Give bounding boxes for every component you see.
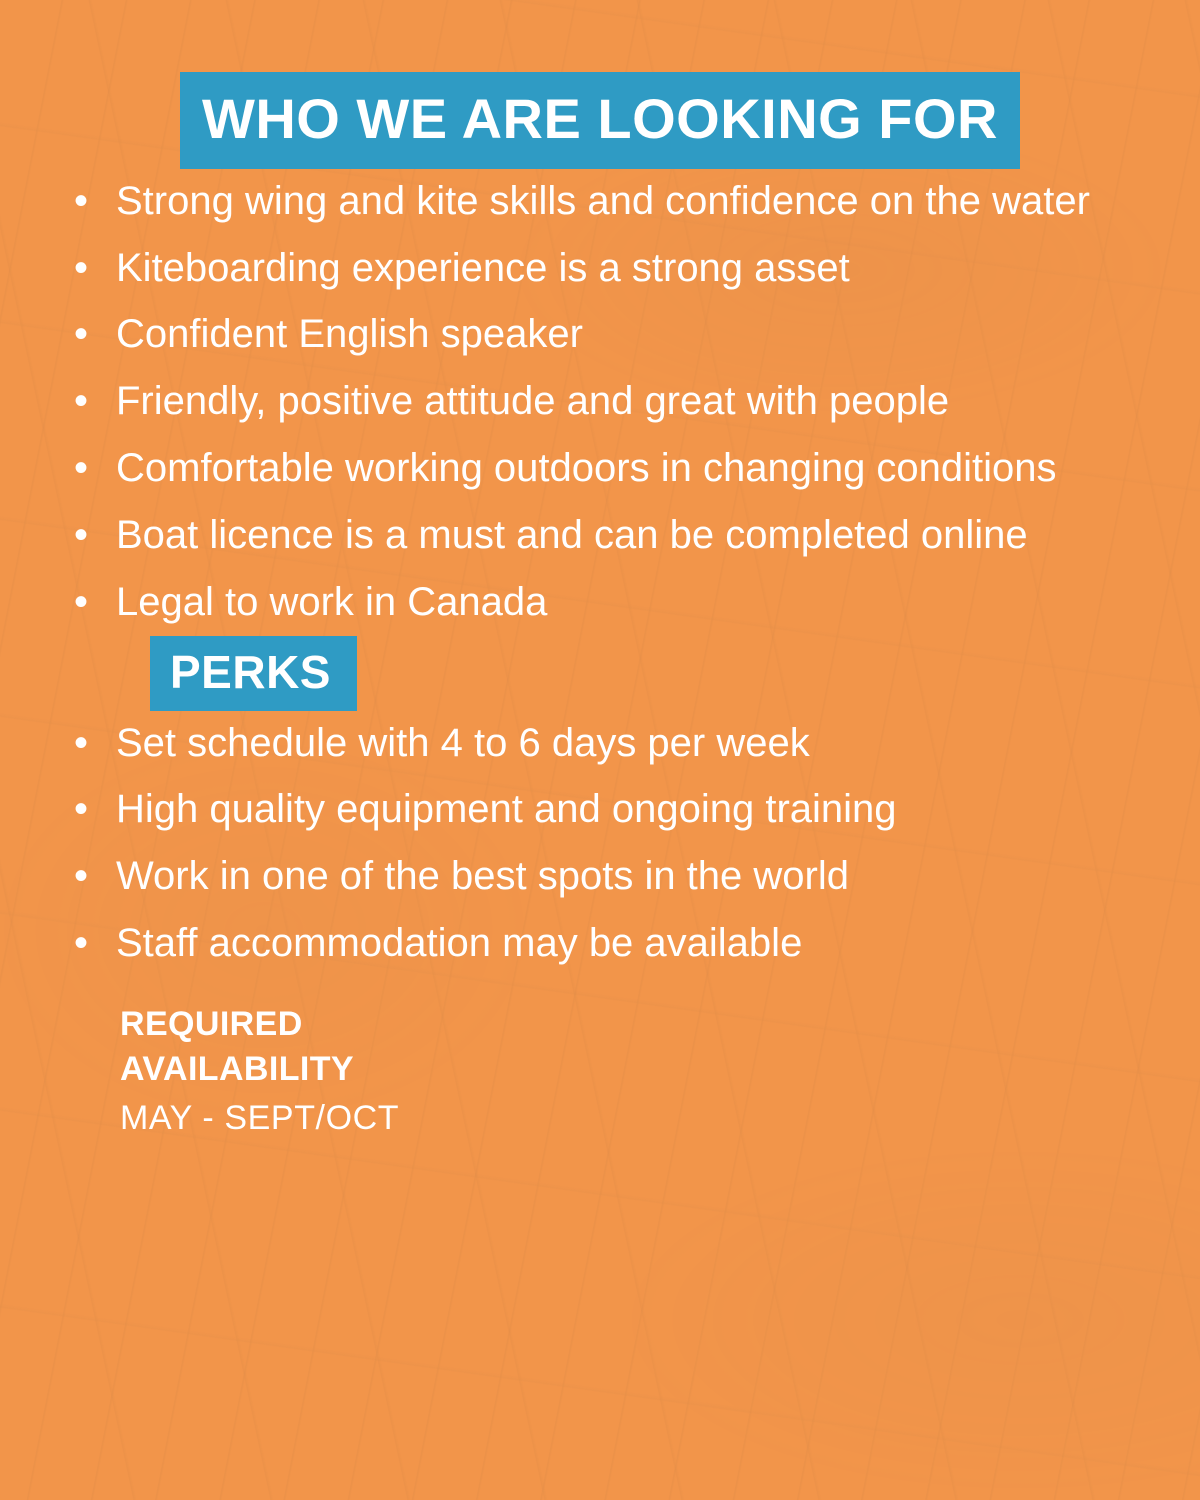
list-item: • Confident English speaker [60, 302, 1140, 367]
looking-for-heading: WHO WE ARE LOOKING FOR [180, 72, 1020, 169]
list-item: • Legal to work in Canada [60, 570, 1140, 635]
list-item: • Set schedule with 4 to 6 days per week [60, 711, 1140, 776]
looking-for-list [60, 169, 1140, 635]
list-item: • Comfortable working outdoors in changing conditions [60, 436, 1140, 501]
list-item: • Work in one of the best spots in the world [60, 844, 1140, 909]
perks-list [60, 711, 1140, 976]
list-item: • Friendly, positive attitude and great with people [60, 369, 1140, 434]
perks-heading-row [60, 636, 1140, 710]
list-item: • High quality equipment and ongoing training [60, 777, 1140, 842]
list-item: • Kiteboarding experience is a strong asset [60, 236, 1140, 301]
availability-title-line-2: AVAILABILITY [120, 1049, 354, 1088]
availability-dates: MAY - SEPT/OCT [120, 1098, 400, 1137]
availability-block [60, 1002, 1140, 1142]
perks-heading: PERKS [150, 636, 357, 710]
list-item: • Strong wing and kite skills and confidence on the water [60, 169, 1140, 234]
availability-title-line-1: REQUIRED [120, 1004, 303, 1043]
list-item: • Staff accommodation may be available [60, 911, 1140, 976]
looking-for-heading-row [60, 72, 1140, 169]
list-item: • Boat licence is a must and can be completed online [60, 503, 1140, 568]
